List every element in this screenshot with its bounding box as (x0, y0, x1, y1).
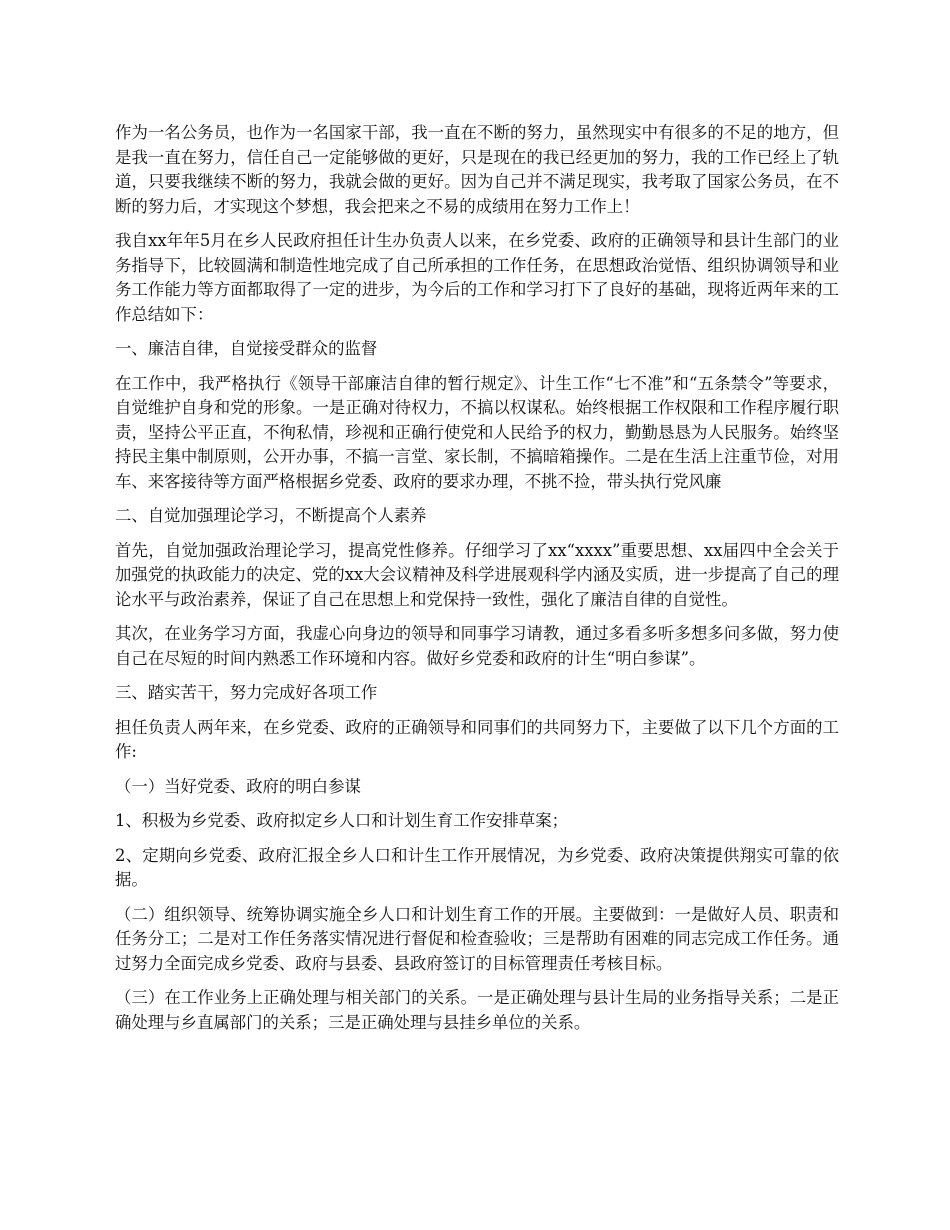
organize-paragraph: （二）组织领导、统筹协调实施全乡人口和计划生育工作的开展。主要做到：一是做好人员、职责和任务分工；二是对工作任务落实情况进行督促和检查验收；三是帮助有困难的同志完成工作任务。通过努力全面完成乡党委、政府与县委、县政府签订的目标管理责任考核目标。 (115, 904, 839, 973)
list-item: 2、定期向乡党委、政府汇报全乡人口和计生工作开展情况，为乡党委、政府决策提供翔实可靠的依据。 (115, 845, 839, 889)
study-paragraph-first: 首先，自觉加强政治理论学习，提高党性修养。仔细学习了xx“xxxx”重要思想、xx届四中全会关于加强党的执政能力的决定、党的xx大会议精神及科学进展观科学内涵及实质，进一步提高了自己的理论水平与政治素养，保证了自己在思想上和党保持一致性，强化了廉洁自律的自觉性。 (115, 540, 839, 609)
section-heading-work: 三、踏实苦干，努力完成好各项工作 (115, 683, 378, 702)
relations-paragraph: （三）在工作业务上正确处理与相关部门的关系。一是正确处理与县计生局的业务指导关系；二是正确处理与乡直属部门的关系；三是正确处理与县挂乡单位的关系。 (115, 988, 839, 1032)
work-intro-paragraph: 担任负责人两年来，在乡党委、政府的正确领导和同事们的共同努力下，主要做了以下几个方面的工作: (115, 717, 839, 761)
subsection-heading-advisor: （一）当好党委、政府的明白参谋 (115, 776, 361, 796)
background-paragraph: 我自xx年年5月在乡人民政府担任计生办负责人以来，在乡党委、政府的正确领导和县计生部门的业务指导下，比较圆满和制造性地完成了自己所承担的工作任务，在思想政治觉悟、组织协调领导和业务工作能力等方面都取得了一定的进步，为今后的工作和学习打下了良好的基础，现将近两年来的工作总结如下： (115, 231, 839, 324)
list-item: 1、积极为乡党委、政府拟定乡人口和计划生育工作安排草案； (115, 811, 568, 830)
document-body (115, 121, 839, 1045)
integrity-paragraph: 在工作中，我严格执行《领导干部廉洁自律的暂行规定》、计生工作“七不准”和“五条禁令”等要求，自觉维护自身和党的形象。一是正确对待权力，不搞以权谋私。始终根据工作权限和工作程序履行职责，坚持公平正直，不徇私情，珍视和正确行使党和人民给予的权力，勤勤恳恳为人民服务。始终坚持民主集中制原则，公开办事，不搞一言堂、家长制，不搞暗箱操作。二是在生活上注重节俭，对用车、来客接待等方面严格根据乡党委、政府的要求办理，不挑不捡，带头执行党风廉 (115, 373, 839, 491)
study-paragraph-second: 其次，在业务学习方面，我虚心向身边的领导和同事学习请教，通过多看多听多想多问多做，努力使自己在尽短的时间内熟悉工作环境和内容。做好乡党委和政府的计生“明白参谋”。 (115, 624, 839, 668)
section-heading-integrity: 一、廉洁自律，自觉接受群众的监督 (115, 339, 378, 358)
section-heading-study: 二、自觉加强理论学习，不断提高个人素养 (115, 506, 427, 525)
intro-paragraph: 作为一名公务员，也作为一名国家干部，我一直在不断的努力，虽然现实中有很多的不足的地方，但是我一直在努力，信任自己一定能够做的更好，只是现在的我已经更加的努力，我的工作已经上了轨道，只要我继续不断的努力，我就会做的更好。因为自己并不满足现实，我考取了国家公务员，在不断的努力后，才实现这个梦想，我会把来之不易的成绩用在努力工作上！ (115, 123, 839, 216)
